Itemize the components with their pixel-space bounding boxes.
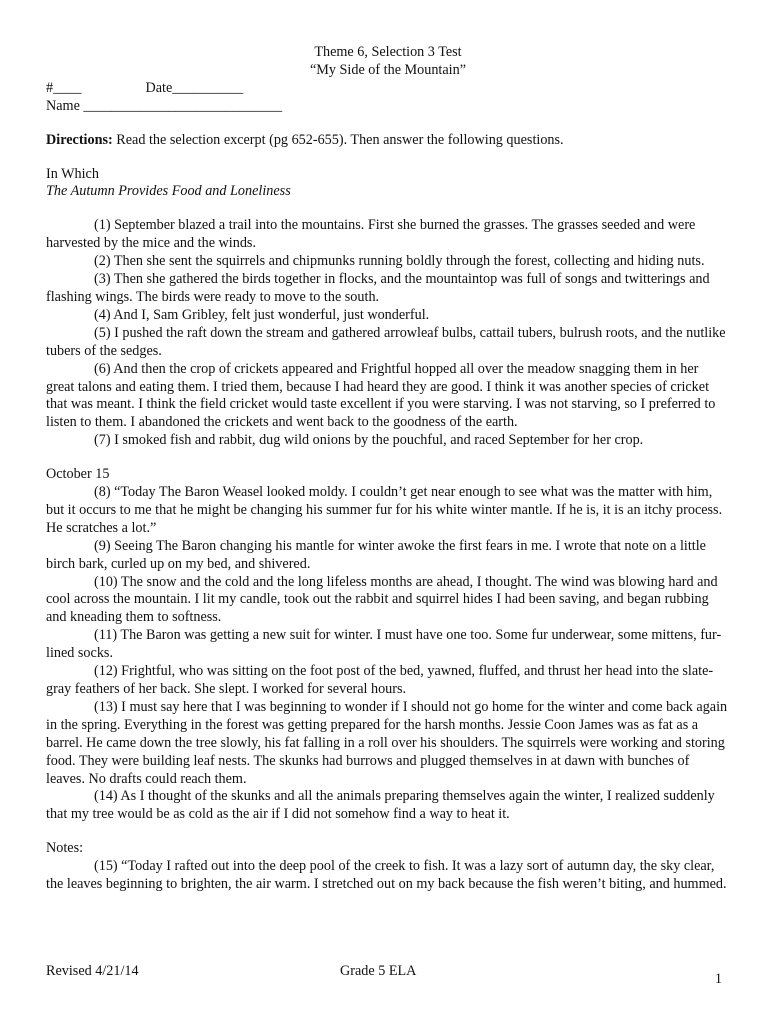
paragraph-12: (12) Frightful, who was sitting on the foot post of the bed, yawned, fluffed, and thrust her head into the slate-gray feathers of her back. She slept. I worked for several hours. xyxy=(46,663,714,697)
paragraph-8: (8) “Today The Baron Weasel looked moldy. I couldn’t get near enough to see what was the matter with him, but it occurs to me that he might be changing his summer fur for his white winter mantle. If he is, it is an itchy process. He scratches a lot.” xyxy=(46,484,723,536)
paragraph-4: (4) And I, Sam Gribley, felt just wonderful, just wonderful. xyxy=(94,306,430,323)
passage-part3 xyxy=(46,858,730,894)
paragraph-5: (5) I pushed the raft down the stream and gathered arrowleaf bulbs, cattail tubers, bulrush roots, and the nutlike tubers of the sedges. xyxy=(46,324,726,359)
paragraph-1: (1) September blazed a trail into the mountains. First she burned the grasses. The grasses seeded and were harvested by the mice and the winds. xyxy=(46,217,696,252)
chapter-heading: In Which xyxy=(46,165,99,182)
story-title: “My Side of the Mountain” xyxy=(309,61,467,78)
paragraph-6: (6) And then the crop of crickets appeared and Frightful hopped all over the meadow snagging them in her great talons and eating them. I tried them, because I had heard they are good. I think it was another species of cricket that was meant. I think the field cricket would taste excellent if you were starving. I was not starving, so I preferred to listen to them. I abandoned the crickets and went back to the goodness of the earth. xyxy=(46,360,716,431)
name-field: Name ____________________________ xyxy=(46,97,283,114)
number-date-line xyxy=(46,80,730,98)
footer-grade: Grade 5 ELA xyxy=(340,963,417,979)
paragraph-7: (7) I smoked fish and rabbit, dug wild onions by the pouchful, and raced September for her crop. xyxy=(94,432,644,449)
paragraph-15: (15) “Today I rafted out into the deep pool of the creek to fish. It was a lazy sort of autumn day, the sky clear, the leaves beginning to brighten, the air warm. I stretched out on my back because the fish weren’t biting, and hummed. xyxy=(46,858,727,893)
paragraph-10: (10) The snow and the cold and the long lifeless months are ahead, I thought. The wind was blowing hard and cool across the mountain. I lit my candle, took out the rabbit and squirrel hides I had been saving, and began rubbing and kneading them to softness. xyxy=(46,573,718,626)
passage-part1 xyxy=(46,217,730,450)
paragraph-14: (14) As I thought of the skunks and all the animals preparing themselves again the winter, I realized suddenly that my tree would be as cold as the air if I did not somehow find a way to heat it. xyxy=(46,788,715,823)
paragraph-2: (2) Then she sent the squirrels and chipmunks running boldly through the forest, collecting and hiding nuts. xyxy=(94,253,705,270)
paragraph-9: (9) Seeing The Baron changing his mantle for winter awoke the first fears in me. I wrote that note on a little birch bark, curled up on my bed, and shivered. xyxy=(46,537,706,572)
section-october-15: October 15 xyxy=(46,466,110,483)
date-field: Date__________ xyxy=(145,79,244,96)
directions-text: Read the selection excerpt (pg 652-655). Then answer the following questions. xyxy=(112,131,564,148)
paragraph-13: (13) I must say here that I was beginning to wonder if I should not go home for the winter and come back again in the spring. Everything in the forest was getting prepared for the harsh months. Jessie Coon James was as fat as a barrel. He came down the tree slowly, his fat falling in a roll over his shoulders. The squirrels were working and storing food. They were building leaf nests. The skunks had burrows and plugged themselves in at dawn with bunches of leaves. No drafts could reach them. xyxy=(46,698,728,787)
test-title: Theme 6, Selection 3 Test xyxy=(314,44,462,60)
page-footer xyxy=(46,963,730,993)
document-page xyxy=(46,40,730,894)
directions xyxy=(46,132,730,150)
chapter-subtitle: The Autumn Provides Food and Loneliness xyxy=(46,183,291,200)
directions-label: Directions: xyxy=(46,131,113,148)
paragraph-3: (3) Then she gathered the birds together in flocks, and the mountaintop was full of songs and twitterings and flashing wings. The birds were ready to move to the south. xyxy=(46,271,710,305)
section-notes: Notes: xyxy=(46,840,84,857)
passage-part2 xyxy=(46,484,730,824)
footer-revised: Revised 4/21/14 xyxy=(46,963,139,979)
page-number: 1 xyxy=(714,971,722,987)
number-field: #____ xyxy=(46,79,82,96)
paragraph-11: (11) The Baron was getting a new suit for winter. I must have one too. Some fur underwear, some mittens, fur-lined socks. xyxy=(46,627,722,662)
